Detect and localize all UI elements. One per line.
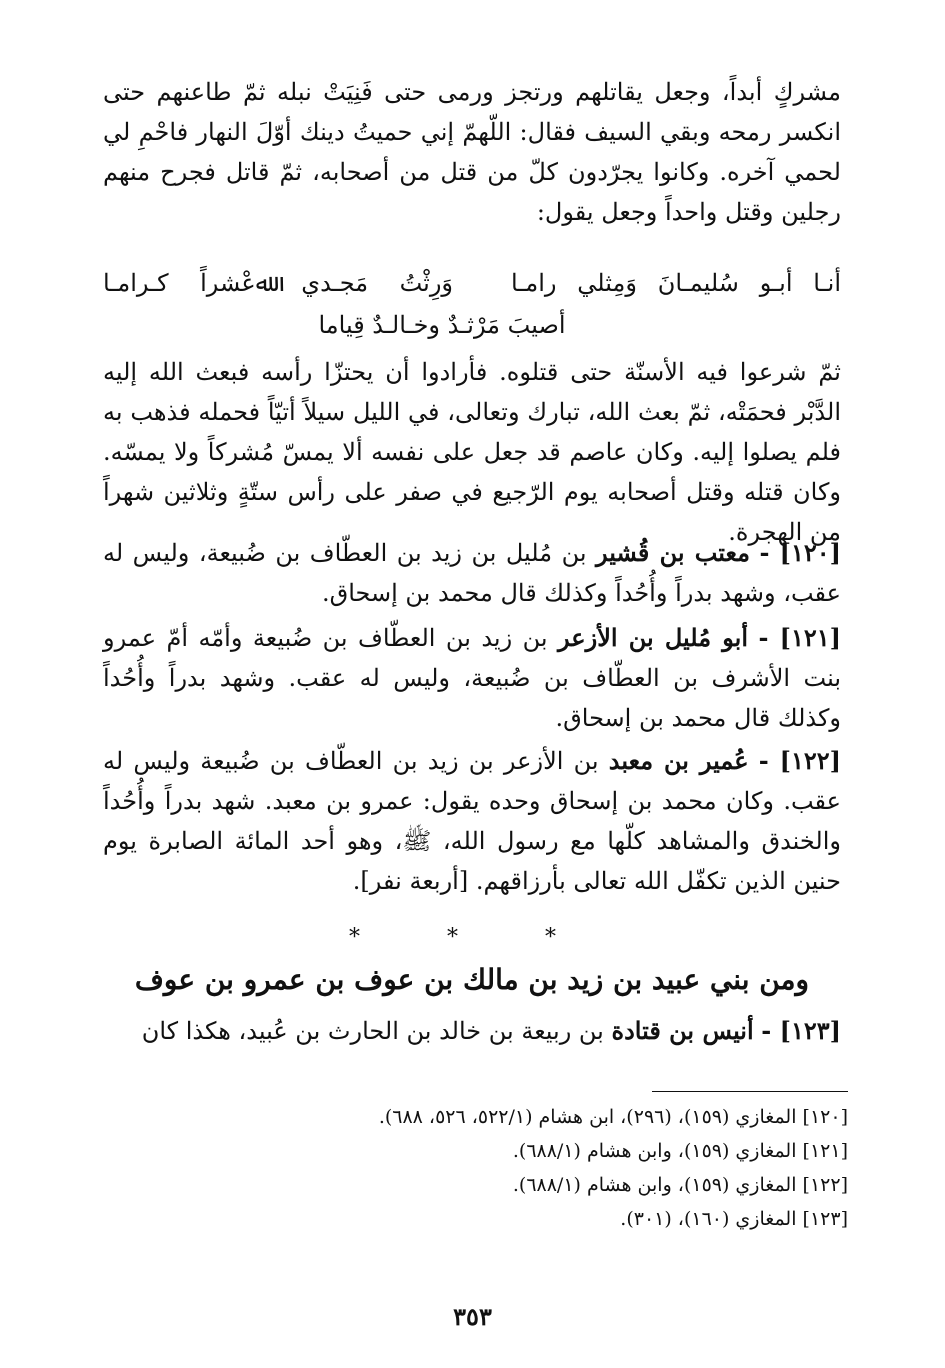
footnote: [١٢٠] المغازي (١٥٩)، (٢٩٦)، ابن هشام (٥٢٢/١، ٥٢٦، ٦٨٨).	[378, 1106, 848, 1128]
entry-text: بن زيد بن العطّاف بن ضُبيعة وأمّه أمّ عمرو بنت الأشرف بن العطّاف بن ضُبيعة، وليس له عقب. وشهد بدراً وأُحُداً وكذلك قال محمد بن إسحاق.	[103, 624, 841, 732]
entry-number: [١٢٣] -	[761, 1016, 841, 1045]
entry-name: معتب بن قُشير	[596, 538, 750, 567]
poem-verse-1	[103, 262, 841, 304]
entry-number: [١٢١] -	[758, 623, 841, 652]
footnote: [١٢١] المغازي (١٥٩)، وابن هشام (٦٨٨/١).	[512, 1140, 848, 1162]
footnote-rule	[652, 1091, 848, 1092]
footnotes	[103, 1100, 848, 1236]
entry-name: عُمير بن معبد	[608, 746, 749, 775]
poem-hemistich-2: وَرِثْتُ مَجـدي ﷲعْشراً كـرامـا	[103, 269, 453, 297]
biography-entry-123	[103, 1011, 841, 1051]
entry-text: بن ربيعة بن خالد بن الحارث بن عُبيد، هكذا كان	[141, 1017, 604, 1045]
poem-verse-2: أصيبَ مَرْثـدٌ وخـالـدٌ قِياما	[318, 311, 566, 339]
entry-text: بن مُليل بن زيد بن العطّاف بن ضُبيعة، وليس له عقب، وشهد بدراً وأُحُداً وكذلك قال محمد بن إسحاق.	[103, 539, 841, 607]
entry-number: [١٢٠] -	[759, 538, 841, 567]
biography-entry-120	[103, 533, 841, 613]
entry-name: أنيس بن قتادة	[611, 1016, 754, 1045]
biography-entry-121	[103, 618, 841, 738]
entry-number: [١٢٢] -	[758, 746, 842, 775]
poem	[103, 262, 841, 346]
entry-name: أبو مُليل بن الأزعر	[558, 623, 748, 652]
section-separator: * * *	[349, 925, 596, 950]
body-paragraph-1: مشركٍ أبداً، وجعل يقاتلهم ورتجز ورمى حتى فَنِيَتْ نبله ثمّ طاعنهم حتى انكسر رمحه وبقي السيف فقال: اللّهمّ إني حميتُ دينك أوّلَ النهار فاحْمِ لي لحمي آخره. وكانوا يجرّدون كلّ من قتل من أصحابه، ثمّ قاتل فجرح منهم رجلين وقتل واحداً وجعل يقول:	[103, 78, 841, 226]
footnote: [١٢٣] المغازي (١٦٠)، (٣٠١).	[620, 1208, 848, 1230]
poem-hemistich-1: أنـا أبـو سُليمـانَ وَمِثلي رامـا	[511, 269, 841, 297]
footnote: [١٢٢] المغازي (١٥٩)، وابن هشام (٦٨٨/١).	[512, 1174, 848, 1196]
biography-entry-122	[103, 741, 841, 901]
section-heading: ومن بني عبيد بن زيد بن مالك بن عوف بن عمرو بن عوف	[134, 963, 810, 996]
entry-text: بن الأزعر بن زيد بن العطّاف بن ضُبيعة وليس له عقب. وكان محمد بن إسحاق وحده يقول: عمرو بن معبد. شهد بدراً وأُحُداً والخندق والمشاهد كلّها مع رسول الله، ﷺ، وهو أحد المائة الصابرة يوم حنين الذين تكفّل الله تعالى بأرزاقهم. [أربعة نفر].	[103, 747, 841, 895]
body-paragraph-2: ثمّ شرعوا فيه الأسنّة حتى قتلوه. فأرادوا أن يحتزّا رأسه فبعث الله إليه الدَّبْر فحمَتْه، ثمّ بعث الله، تبارك وتعالى، في الليل سيلاً أتيّاً فحمله فذهب به فلم يصلوا إليه. وكان عاصم قد جعل على نفسه ألا يمسّ مُشركاً ولا يمسّه. وكان قتله وقتل أصحابه يوم الرّجيع في صفر على رأس ستّةٍ وثلاثين شهراً من الهجرة.	[103, 358, 841, 546]
page-number: ٣٥٣	[453, 1302, 492, 1331]
